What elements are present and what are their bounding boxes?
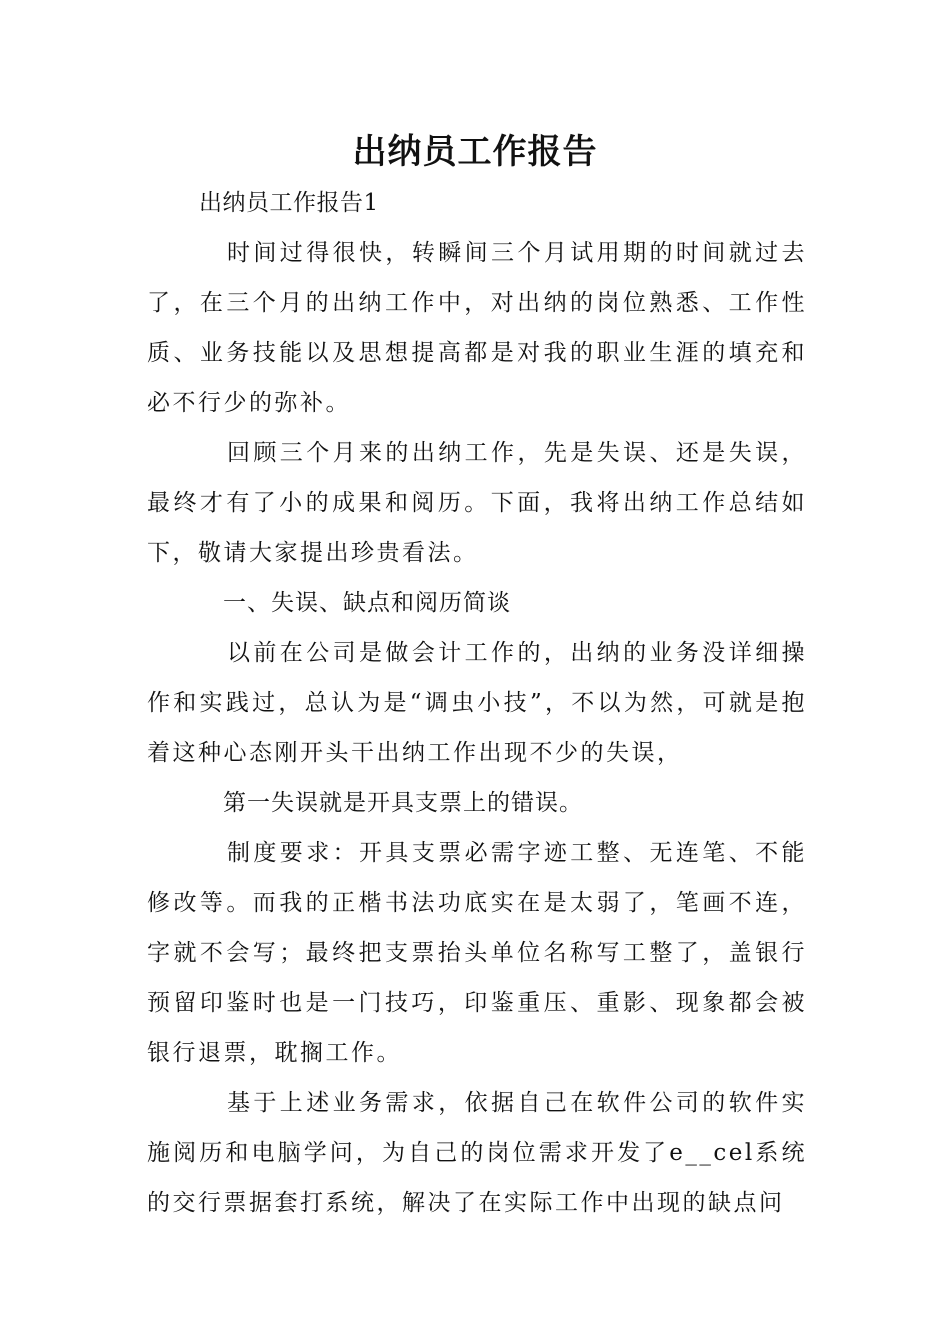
section-heading: 一、失误、缺点和阅历简谈 xyxy=(223,590,511,616)
document-title: 出纳员工作报告 xyxy=(352,132,598,172)
paragraph: 基于上述业务需求，依据自己在软件公司的软件实施阅历和电脑学问，为自己的岗位需求开发了e__cel系统的交行票据套打系统，解决了在实际工作中出现的缺点问 xyxy=(147,1090,807,1216)
paragraph: 时间过得很快，转瞬间三个月试用期的时间就过去了，在三个月的出纳工作中，对出纳的岗位熟悉、工作性质、业务技能以及思想提高都是对我的职业生涯的填充和必不行少的弥补。 xyxy=(147,240,807,416)
sub-heading: 第一失误就是开具支票上的错误。 xyxy=(223,790,583,816)
paragraph: 以前在公司是做会计工作的，出纳的业务没详细操作和实践过，总认为是“调虫小技”，不以为然，可就是抱着这种心态刚开头干出纳工作出现不少的失误， xyxy=(147,640,807,766)
paragraph: 回顾三个月来的出纳工作，先是失误、还是失误，最终才有了小的成果和阅历。下面，我将出纳工作总结如下，敬请大家提出珍贵看法。 xyxy=(147,440,807,566)
document-body xyxy=(147,178,807,1228)
paragraph: 制度要求：开具支票必需字迹工整、无连笔、不能修改等。而我的正楷书法功底实在是太弱了，笔画不连，字就不会写；最终把支票抬头单位名称写工整了，盖银行预留印鉴时也是一门技巧，印鉴重压、重影、现象都会被银行退票，耽搁工作。 xyxy=(147,840,807,1066)
report-subtitle: 出纳员工作报告1 xyxy=(199,190,379,216)
